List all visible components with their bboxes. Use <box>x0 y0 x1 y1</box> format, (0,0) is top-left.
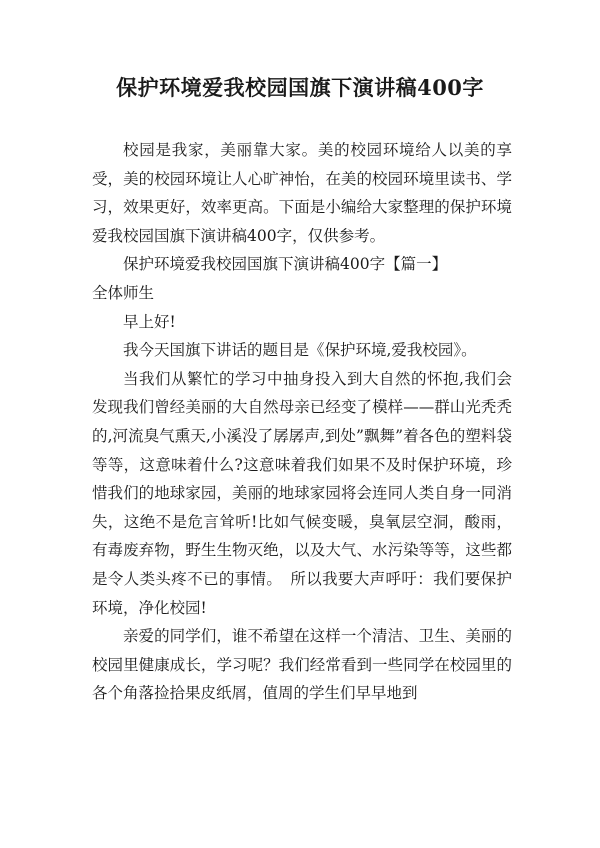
salutation: 全体师生 <box>92 283 155 302</box>
intro-paragraph: 校园是我家，美丽靠大家。美的校园环境给人以美的享受，美的校园环境让人心旷神怡，在美的校园环境里读书、学习，效果更好，效率更高。下面是小编给大家整理的保护环境爱我校园国旗下演讲稿400字，仅供参考。 <box>92 141 512 245</box>
speech-paragraph: 当我们从繁忙的学习中抽身投入到大自然的怀抱,我们会发现我们曾经美丽的大自然母亲已经变了模样——群山光秃秃的,河流臭气熏天,小溪没了孱孱声,到处”飘舞”着各色的塑料袋等等，这意味着什么?这意味着我们如果不及时保护环境，珍惜我们的地球家园，美丽的地球家园将会连同人类自身一同消失，这绝不是危言耸听!比如气候变暖，臭氧层空洞，酸雨，有毒废弃物，野生生物灭绝，以及大气、水污染等等，这些都是令人类头疼不已的事情。 所以我要大声呼吁：我们要保护环境，净化校园! <box>92 369 512 617</box>
speech-topic: 我今天国旗下讲话的题目是《保护环境,爱我校园》。 <box>123 341 477 360</box>
section-heading: 保护环境爱我校园国旗下演讲稿400字【篇一】 <box>123 255 448 274</box>
greeting: 早上好! <box>123 312 176 331</box>
document-body <box>92 136 512 708</box>
document-title: 保护环境爱我校园国旗下演讲稿400字 <box>116 75 484 100</box>
speech-paragraph: 亲爱的同学们，谁不希望在这样一个清洁、卫生、美丽的校园里健康成长，学习呢？我们经常看到一些同学在校园里的各个角落捡拾果皮纸屑，值周的学生们早早地到 <box>92 627 512 703</box>
